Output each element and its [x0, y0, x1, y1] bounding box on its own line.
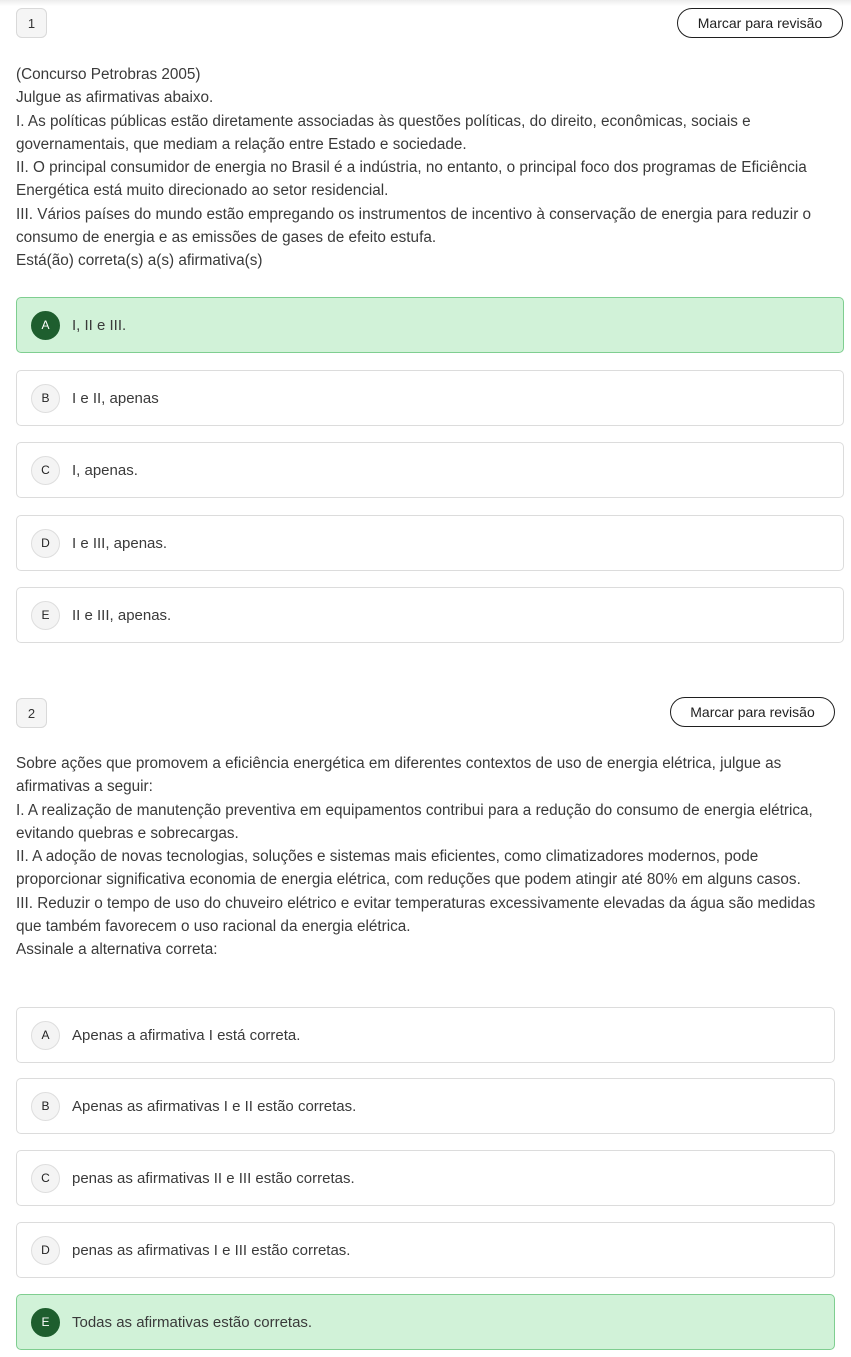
- option-text: Todas as afirmativas estão corretas.: [72, 1313, 313, 1331]
- mark-for-review-button[interactable]: Marcar para revisão: [670, 697, 835, 727]
- stem-line: III. Reduzir o tempo de uso do chuveiro elétrico e evitar temperaturas excessivamente elevadas da água são medidas que também favorecem o uso racional da energia elétrica.: [16, 894, 816, 936]
- option-b[interactable]: [16, 1078, 835, 1134]
- option-text: I, apenas.: [72, 461, 138, 479]
- option-e[interactable]: [16, 587, 844, 643]
- top-shadow: [0, 0, 851, 6]
- option-d[interactable]: [16, 1222, 835, 1278]
- option-text: I e II, apenas: [72, 389, 159, 407]
- option-text: Apenas a afirmativa I está correta.: [72, 1026, 301, 1044]
- option-text: penas as afirmativas I e III estão corretas.: [72, 1241, 351, 1259]
- stem-line: Sobre ações que promovem a eficiência energética em diferentes contextos de uso de energia elétrica, julgue as afirmativas a seguir:: [16, 755, 782, 796]
- option-c[interactable]: [16, 1150, 835, 1206]
- option-letter-badge: C: [31, 456, 60, 485]
- stem-line: II. O principal consumidor de energia no Brasil é a indústria, no entanto, o principal foco dos programas de Eficiência Energética está muito direcionado ao setor residencial.: [16, 159, 807, 200]
- question-number: 1: [16, 8, 47, 38]
- option-letter-badge: D: [31, 1236, 60, 1265]
- stem-line: (Concurso Petrobras 2005): [16, 66, 201, 83]
- option-letter-badge: A: [31, 1021, 60, 1050]
- stem-line: II. A adoção de novas tecnologias, soluções e sistemas mais eficientes, como climatizadores modernos, pode proporcionar significativa economia de energia elétrica, com reduções que podem atingir até 80% em alguns casos.: [16, 848, 801, 889]
- option-a[interactable]: [16, 297, 844, 353]
- option-letter-badge: B: [31, 1092, 60, 1121]
- question-stem: [16, 752, 834, 962]
- option-letter-badge: A: [31, 311, 60, 340]
- option-a[interactable]: [16, 1007, 835, 1063]
- option-text: II e III, apenas.: [72, 606, 172, 624]
- option-text: I e III, apenas.: [72, 534, 168, 552]
- option-text: Apenas as afirmativas I e II estão corretas.: [72, 1097, 357, 1115]
- option-letter-badge: B: [31, 384, 60, 413]
- mark-for-review-button[interactable]: Marcar para revisão: [677, 8, 843, 38]
- option-letter-badge: E: [31, 1308, 60, 1337]
- option-text: penas as afirmativas II e III estão corretas.: [72, 1169, 355, 1187]
- stem-line: I. As políticas públicas estão diretamente associadas às questões políticas, do direito, econômicas, sociais e governamentais, que mediam a relação entre Estado e sociedade.: [16, 112, 751, 153]
- stem-line: I. A realização de manutenção preventiva em equipamentos contribui para a redução do consumo de energia elétrica, evitando quebras e sobrecargas.: [16, 801, 813, 842]
- stem-line: Julgue as afirmativas abaixo.: [16, 89, 214, 107]
- question-stem: [16, 63, 834, 273]
- question-number: 2: [16, 698, 47, 728]
- option-c[interactable]: [16, 442, 844, 498]
- option-b[interactable]: [16, 370, 844, 426]
- stem-line: III. Vários países do mundo estão empregando os instrumentos de incentivo à conservação de energia para reduzir o consumo de energia e as emissões de gases de efeito estufa.: [16, 205, 812, 247]
- stem-line: Está(ão) correta(s) a(s) afirmativa(s): [16, 252, 263, 270]
- stem-line: Assinale a alternativa correta:: [16, 941, 218, 959]
- option-letter-badge: E: [31, 601, 60, 630]
- option-text: I, II e III.: [72, 316, 127, 334]
- option-letter-badge: D: [31, 529, 60, 558]
- option-d[interactable]: [16, 515, 844, 571]
- option-letter-badge: C: [31, 1164, 60, 1193]
- option-e[interactable]: [16, 1294, 835, 1350]
